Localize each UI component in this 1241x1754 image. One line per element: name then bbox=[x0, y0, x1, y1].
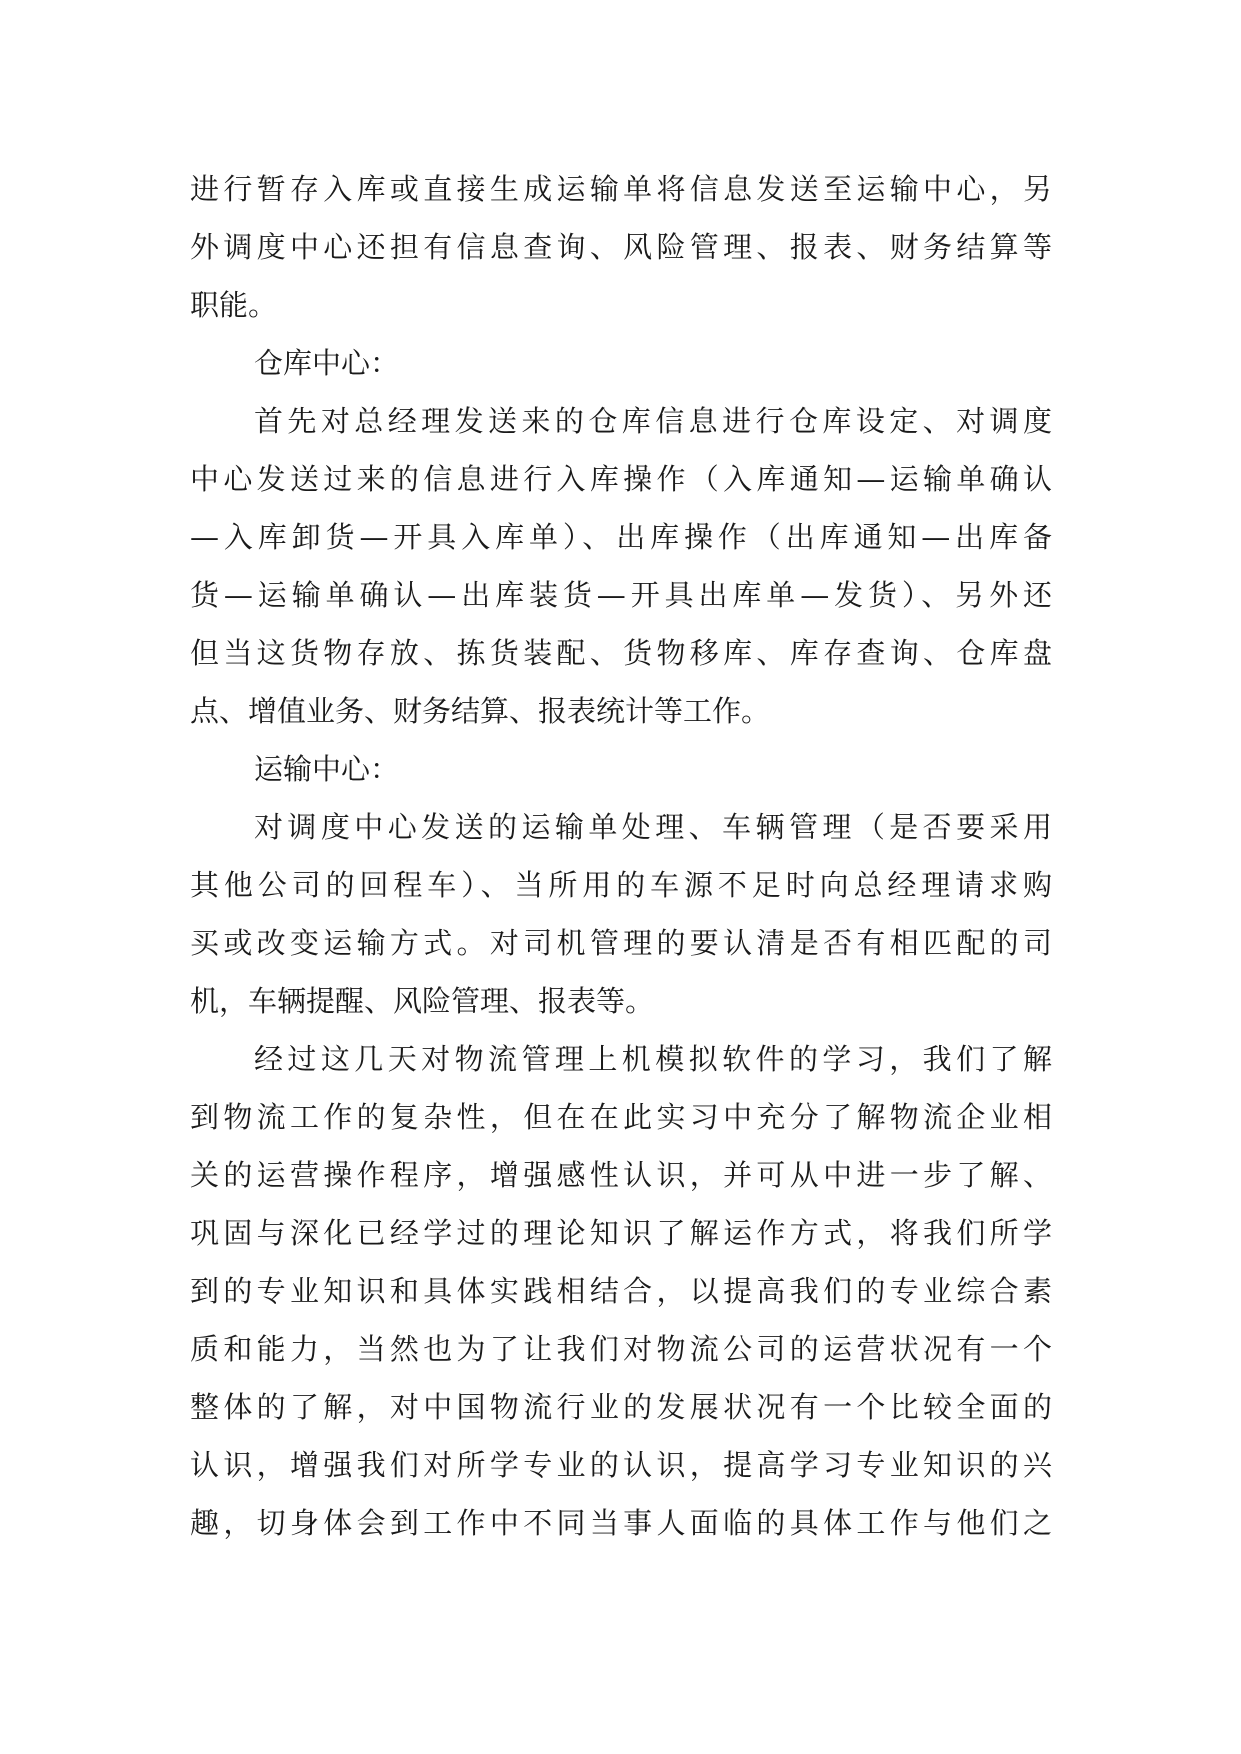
text-line: 巩固与深化已经学过的理论知识了解运作方式，将我们所学 bbox=[190, 1216, 1052, 1250]
paragraph-transport bbox=[190, 798, 1052, 1030]
text-line: 机，车辆提醒、风险管理、报表等。 bbox=[190, 984, 655, 1018]
section-heading-transport bbox=[190, 740, 1052, 798]
text-line: 职能。 bbox=[190, 288, 278, 322]
paragraph-dispatch-continued bbox=[190, 160, 1052, 334]
text-line: 整体的了解，对中国物流行业的发展状况有一个比较全面的 bbox=[190, 1390, 1052, 1424]
text-line: 但当这货物存放、拣货装配、货物移库、库存查询、仓库盘 bbox=[190, 636, 1052, 670]
text-line: 货—运输单确认—出库装货—开具出库单—发货）、另外还 bbox=[190, 578, 1052, 612]
text-line: 点、增值业务、财务结算、报表统计等工作。 bbox=[190, 694, 771, 728]
text-line: 首先对总经理发送来的仓库信息进行仓库设定、对调度 bbox=[254, 404, 1052, 438]
paragraph-warehouse bbox=[190, 392, 1052, 740]
section-heading-warehouse bbox=[190, 334, 1052, 392]
text-line: 关的运营操作程序，增强感性认识，并可从中进一步了解、 bbox=[190, 1158, 1052, 1192]
heading-text: 仓库中心： bbox=[254, 346, 400, 380]
text-line: —入库卸货—开具入库单）、出库操作（出库通知—出库备 bbox=[190, 520, 1052, 554]
text-line: 质和能力，当然也为了让我们对物流公司的运营状况有一个 bbox=[190, 1332, 1052, 1366]
text-line: 进行暂存入库或直接生成运输单将信息发送至运输中心，另 bbox=[190, 172, 1052, 206]
text-line: 到的专业知识和具体实践相结合，以提高我们的专业综合素 bbox=[190, 1274, 1052, 1308]
text-line: 认识，增强我们对所学专业的认识，提高学习专业知识的兴 bbox=[190, 1448, 1052, 1482]
heading-text: 运输中心： bbox=[254, 752, 400, 786]
text-line: 到物流工作的复杂性，但在在此实习中充分了解物流企业相 bbox=[190, 1100, 1052, 1134]
text-line: 买或改变运输方式。对司机管理的要认清是否有相匹配的司 bbox=[190, 926, 1052, 960]
paragraph-summary bbox=[190, 1030, 1052, 1552]
text-line: 外调度中心还担有信息查询、风险管理、报表、财务结算等 bbox=[190, 230, 1052, 264]
text-line: 中心发送过来的信息进行入库操作（入库通知—运输单确认 bbox=[190, 462, 1052, 496]
text-line: 趣，切身体会到工作中不同当事人面临的具体工作与他们之 bbox=[190, 1506, 1052, 1540]
text-line: 经过这几天对物流管理上机模拟软件的学习，我们了解 bbox=[254, 1042, 1052, 1076]
document-body bbox=[190, 160, 1052, 1552]
text-line: 对调度中心发送的运输单处理、车辆管理（是否要采用 bbox=[254, 810, 1052, 844]
text-line: 其他公司的回程车）、当所用的车源不足时向总经理请求购 bbox=[190, 868, 1052, 902]
